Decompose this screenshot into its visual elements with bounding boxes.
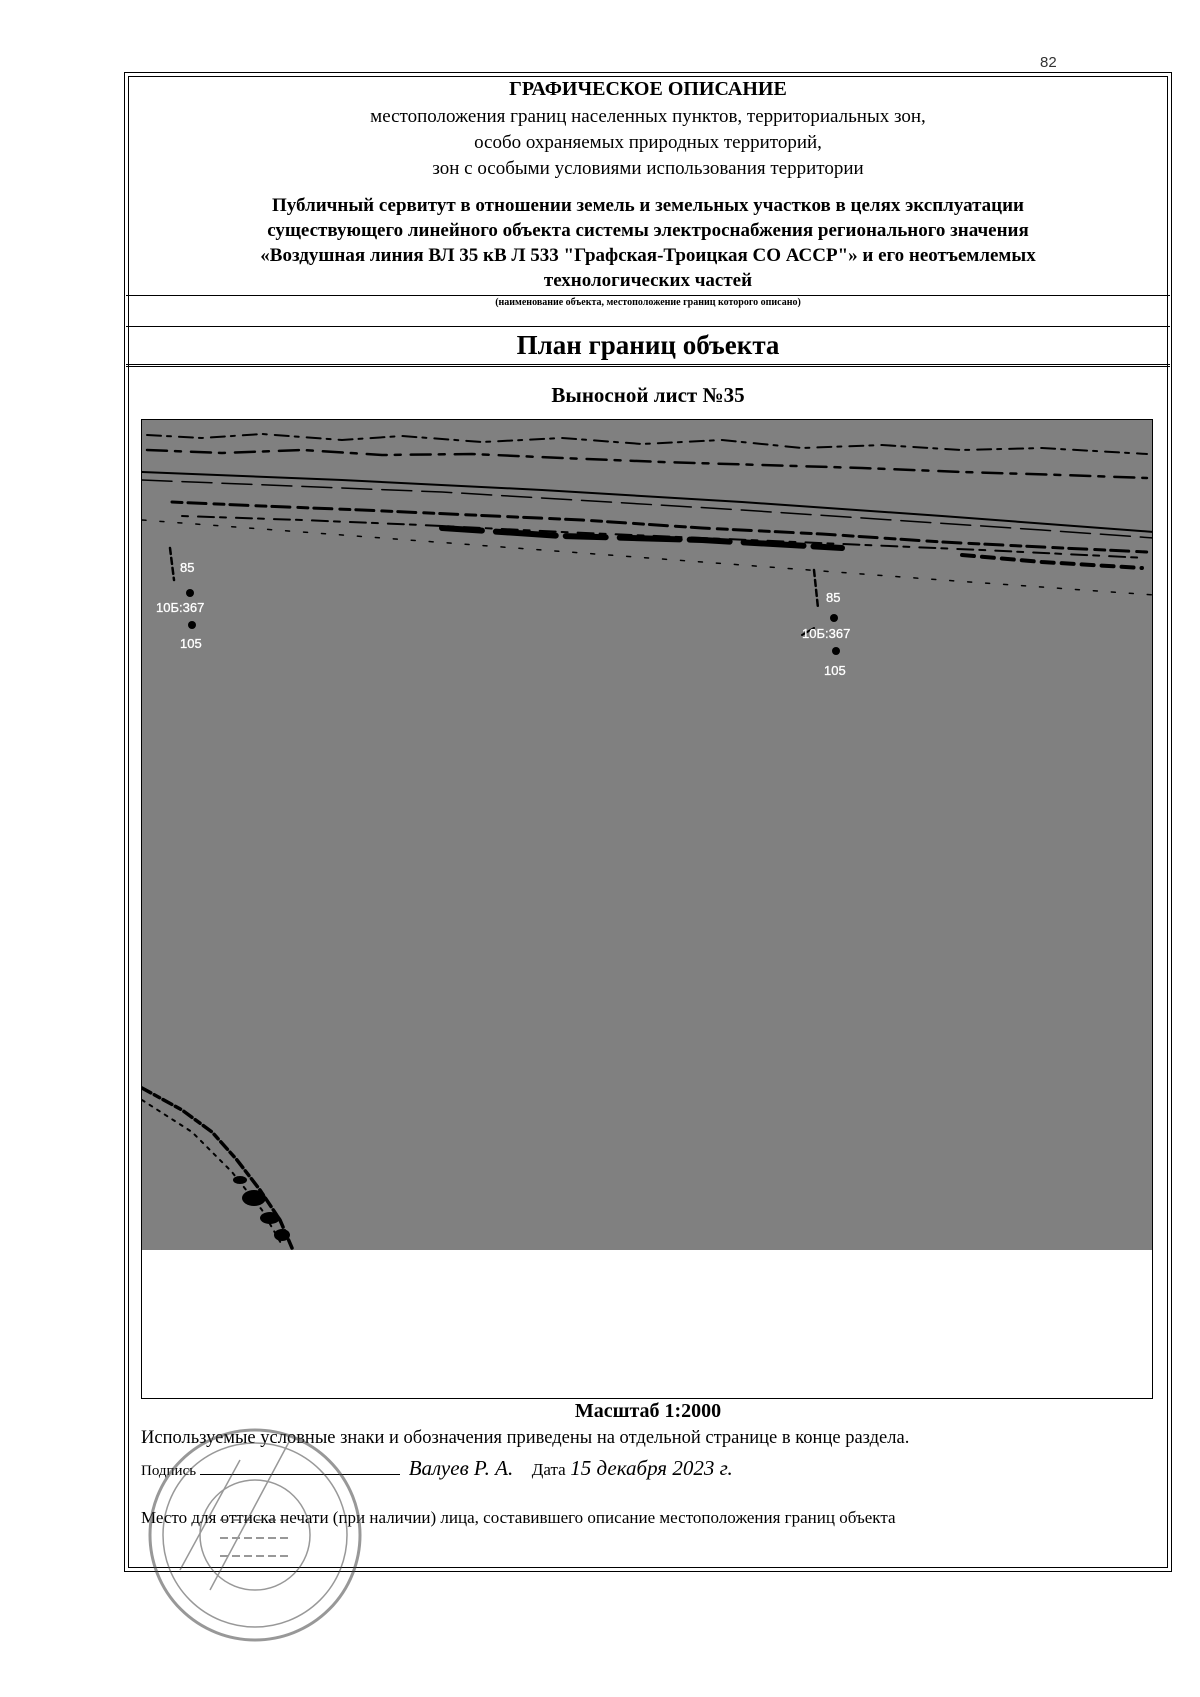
caption-divider [126, 326, 1170, 327]
signature-label: Подпись [141, 1463, 197, 1479]
object-name-line-2: существующего линейного объекта системы электроснабжения регионального значения [267, 220, 1029, 241]
boundary-point-2b [832, 647, 840, 655]
point-label-1-top: 85 [180, 560, 195, 575]
object-caption: (наименование объекта, местоположение границ которого описано) [495, 297, 801, 308]
signature-date: 15 декабря 2023 г. [570, 1456, 733, 1480]
point-label-2-bottom: 105 [824, 663, 846, 678]
boundary-point-1a [186, 589, 194, 597]
document-title: ГРАФИЧЕСКОЕ ОПИСАНИЕ [509, 78, 787, 100]
object-name-line-3: «Воздушная линия ВЛ 35 кВ Л 533 "Графская-Троицкая СО АССР"» и его неотъемлемых [260, 245, 1036, 266]
subtitle-line-2: особо охраняемых природных территорий, [474, 132, 822, 153]
boundary-map [141, 419, 1153, 1399]
scale-label: Масштаб 1:2000 [574, 1400, 722, 1422]
point-label-1-mid: 10Б:367 [156, 600, 205, 615]
page-number: 82 [1040, 54, 1057, 71]
boundary-point-1b [188, 621, 196, 629]
object-name-line-1: Публичный сервитут в отношении земель и земельных участков в целях эксплуатации [272, 195, 1024, 216]
plan-title: План границ объекта [516, 330, 780, 360]
subtitle-line-3: зон с особыми условиями использования территории [432, 158, 864, 179]
signer-name: Валуев Р. А. [408, 1456, 514, 1480]
header-divider [126, 295, 1170, 296]
map-canvas [142, 420, 1153, 1399]
point-label-1-bottom: 105 [180, 636, 202, 651]
point-label-2-mid: 10Б:367 [802, 626, 851, 641]
plan-divider [126, 364, 1170, 367]
subtitle-line-1: местоположения границ населенных пунктов, территориальных зон, [370, 106, 926, 127]
seal-stamp [140, 1420, 370, 1650]
date-label: Дата [531, 1460, 566, 1479]
point-label-2-top: 85 [826, 590, 841, 605]
stamp-note: Место для оттиска печати (при наличии) лица, составившего описание местоположения границ объекта [141, 1508, 896, 1527]
boundary-point-2a [830, 614, 838, 622]
sheet-title: Выносной лист №35 [551, 383, 745, 407]
object-name-line-4: технологических частей [543, 270, 753, 291]
legend-note: Используемые условные знаки и обозначения приведены на отдельной странице в конце раздела. [141, 1428, 910, 1448]
